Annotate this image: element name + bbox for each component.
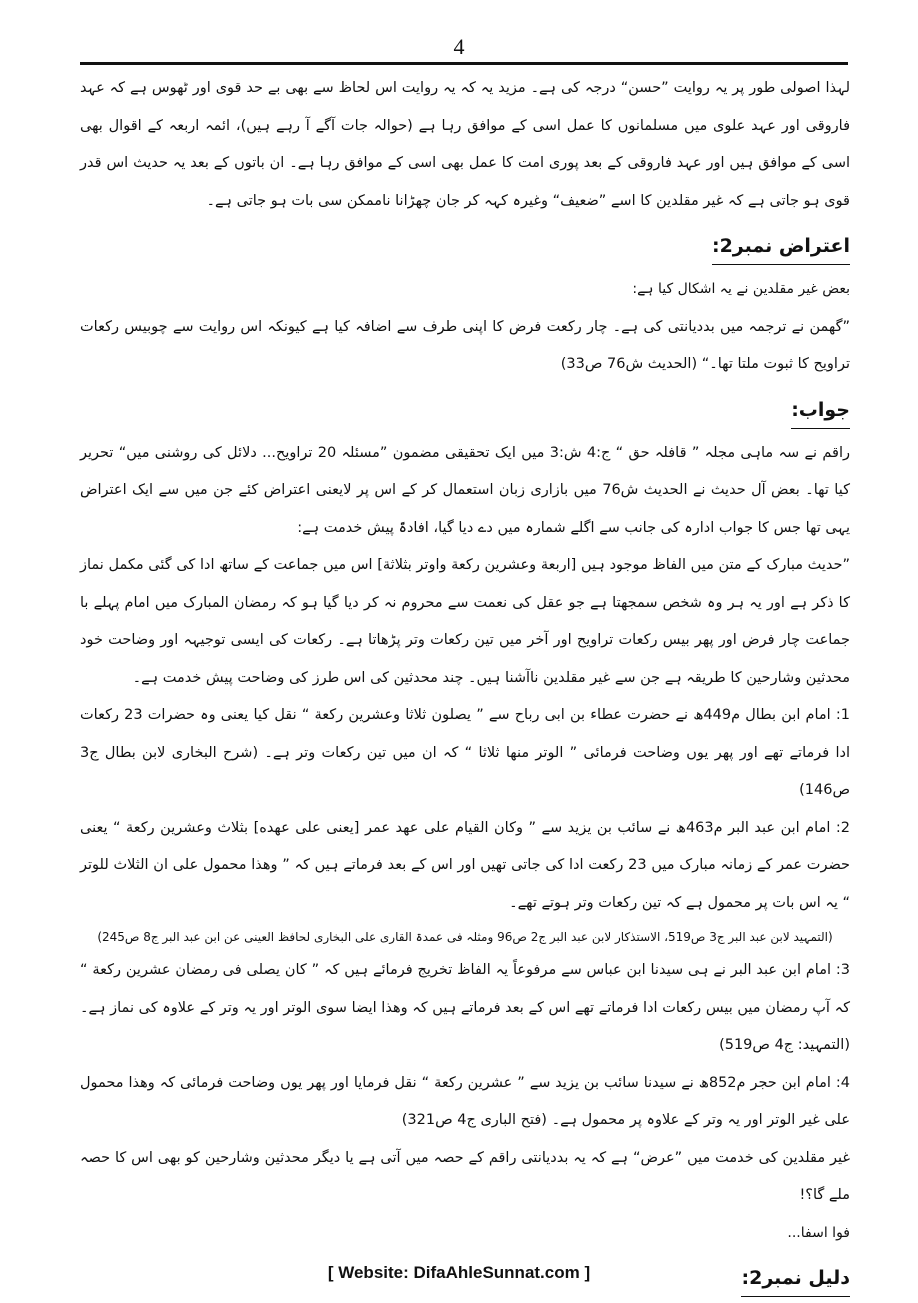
answer-paragraph: 3: امام ابن عبد البر نے ہی سیدنا ابن عباس سے مرفوعاً یہ الفاظ تخریج فرمائے ہیں کہ ” کان یصلی فی رمضان عشرین رکعة “ کہ آپ رمضان میں بیس رکعات ادا فرماتے تھے اس کے بعد فرماتے ہیں کہ وهذا ایضا سوی الوتر اور یہ وتر کے علاوہ کی نماز ہے۔ (التمہید: ج4 ص519): [80, 962, 850, 1053]
objection-heading: اعتراض نمبر2:: [712, 228, 850, 265]
answer-paragraph: ”حدیث مبارک کے متن میں الفاظ موجود ہیں [اربعة وعشرین رکعة واوتر بثلاثة] اس میں جماعت کے ساتھ ادا کی گئی مکمل نماز کا ذکر ہے اور یہ ہر وہ شخص سمجھتا ہے جو عقل کی نعمت سے محروم نہ کر دیا گیا ہو کہ رمضان المبارک میں امام پہلے با جماعت چار فرض اور پھر بیس رکعات تراویح اور آخر میں تین رکعات وتر پڑھاتا ہے۔ رکعات کی ایسی توجیہہ اور وضاحت خود محدثین وشارحین کا طریقہ ہے جن سے غیر مقلدین ناآشنا ہیں۔ چند محدثین کی اس طرز کی وضاحت پیش خدمت ہے۔: [80, 557, 850, 686]
header-rule: [80, 62, 848, 65]
evidence-heading: دلیل نمبر2:: [741, 1260, 850, 1297]
closing-text: فوا اسفا...: [787, 1224, 850, 1241]
intro-paragraph: لہذا اصولی طور پر یہ روایت ”حسن“ درجہ کی ہے۔ مزید یہ کہ یہ روایت اس لحاظ سے بھی بے حد قوی اور ٹھوس ہے کہ عہد فاروقی اور عہد علوی میں مسلمانوں کا عمل اسی کے موافق رہا ہے (حوالہ جات آگے آ رہے ہیں)، ائمہ اربعہ کے اقوال بھی اسی کے موافق ہیں اور عہد فاروقی کے بعد پوری امت کا عمل بھی اسی کے موافق رہا ہے۔ ان باتوں کے بعد یہ حدیث اس قدر قوی ہو جاتی ہے کہ غیر مقلدین کا اسے ”ضعیف“ وغیرہ کہہ کر جان چھڑانا ناممکن سی بات ہو جاتی ہے۔: [80, 80, 850, 209]
page-number: 4: [453, 34, 465, 59]
answer-paragraph: 2: امام ابن عبد البر م463ھ نے سائب بن یزید سے ” وکان القیام علی عهد عمر [یعنی علی عهده] بثلاث وعشرین رکعة “ یعنی حضرت عمر کے زمانہ مبارک میں 23 رکعت ادا کی جاتی تھیں اور اس کے بعد فرماتے ہیں کہ ” وهذا محمول علی ان الثلاث للوتر “ یہ اس بات پر محمول ہے کہ تین رکعات وتر ہوتے تھے۔: [80, 819, 850, 911]
answer-paragraph: راقم نے سہ ماہی مجلہ ” قافلہ حق “ ج:4 ش:3 میں ایک تحقیقی مضمون ”مسئلہ 20 تراویح... دلائل کی روشنی میں“ تحریر کیا تھا۔ بعض آل حدیث نے الحدیث ش76 میں بازاری زبان استعمال کر کے اس پر لایعنی اعتراض کئے جن میں سے ایک اعتراض یہی تھا جس کا جواب ادارہ کی جانب سے اگلے شمارہ میں دے دیا گیا، افادۃً پیش خدمت ہے:: [80, 444, 850, 536]
answer-paragraph: 1: امام ابن بطال م449ھ نے حضرت عطاء بن ابی رباح سے ” یصلون ثلاثا وعشرین رکعة “ نقل کیا یعنی وہ حضرات 23 رکعات ادا فرماتے تھے اور پھر یوں وضاحت فرمائی ” الوتر منها ثلاثا “ کہ ان میں تین رکعات وتر ہے۔ (شرح البخاری لابن بطال ج3 ص146): [80, 707, 850, 798]
objection-quote: ”گھمن نے ترجمہ میں بددیانتی کی ہے۔ چار رکعت فرض کا اپنی طرف سے اضافہ کیا ہے کیونکہ اس روایت سے چوبیس رکعات تراویح کا ثبوت ملتا تھا۔“ (الحدیث ش76 ص33): [80, 318, 850, 372]
answer-paragraph: 4: امام ابن حجر م852ھ نے سیدنا سائب بن یزید سے ” عشرین رکعة “ نقل فرمایا اور پھر یوں وضاحت فرمائی کہ وهذا محمول علی غیر الوتر اور یہ وتر کے علاوہ پر محمول ہے۔ (فتح الباری ج4 ص321): [80, 1074, 850, 1128]
reference-line: (التمہید لابن عبد البر ج3 ص519، الاستذکار لابن عبد البر ج2 ص96 ومثلہ فی عمدۃ القاری علی البخاری لحافظ العینی عن ابن عبد البر ج8 ص245): [97, 930, 833, 944]
answer-heading: جواب:: [791, 392, 850, 429]
page-content: [80, 70, 850, 1303]
website-footer: [ Website: DifaAhleSunnat.com ]: [327, 1263, 591, 1282]
answer-paragraph: غیر مقلدین کی خدمت میں ”عرض“ ہے کہ یہ بددیانتی راقم کے حصہ میں آتی ہے یا دیگر محدثین وشارحین کو بھی اس کا حصہ ملے گا؟!: [80, 1149, 850, 1203]
objection-intro: بعض غیر مقلدین نے یہ اشکال کیا ہے:: [632, 281, 850, 297]
